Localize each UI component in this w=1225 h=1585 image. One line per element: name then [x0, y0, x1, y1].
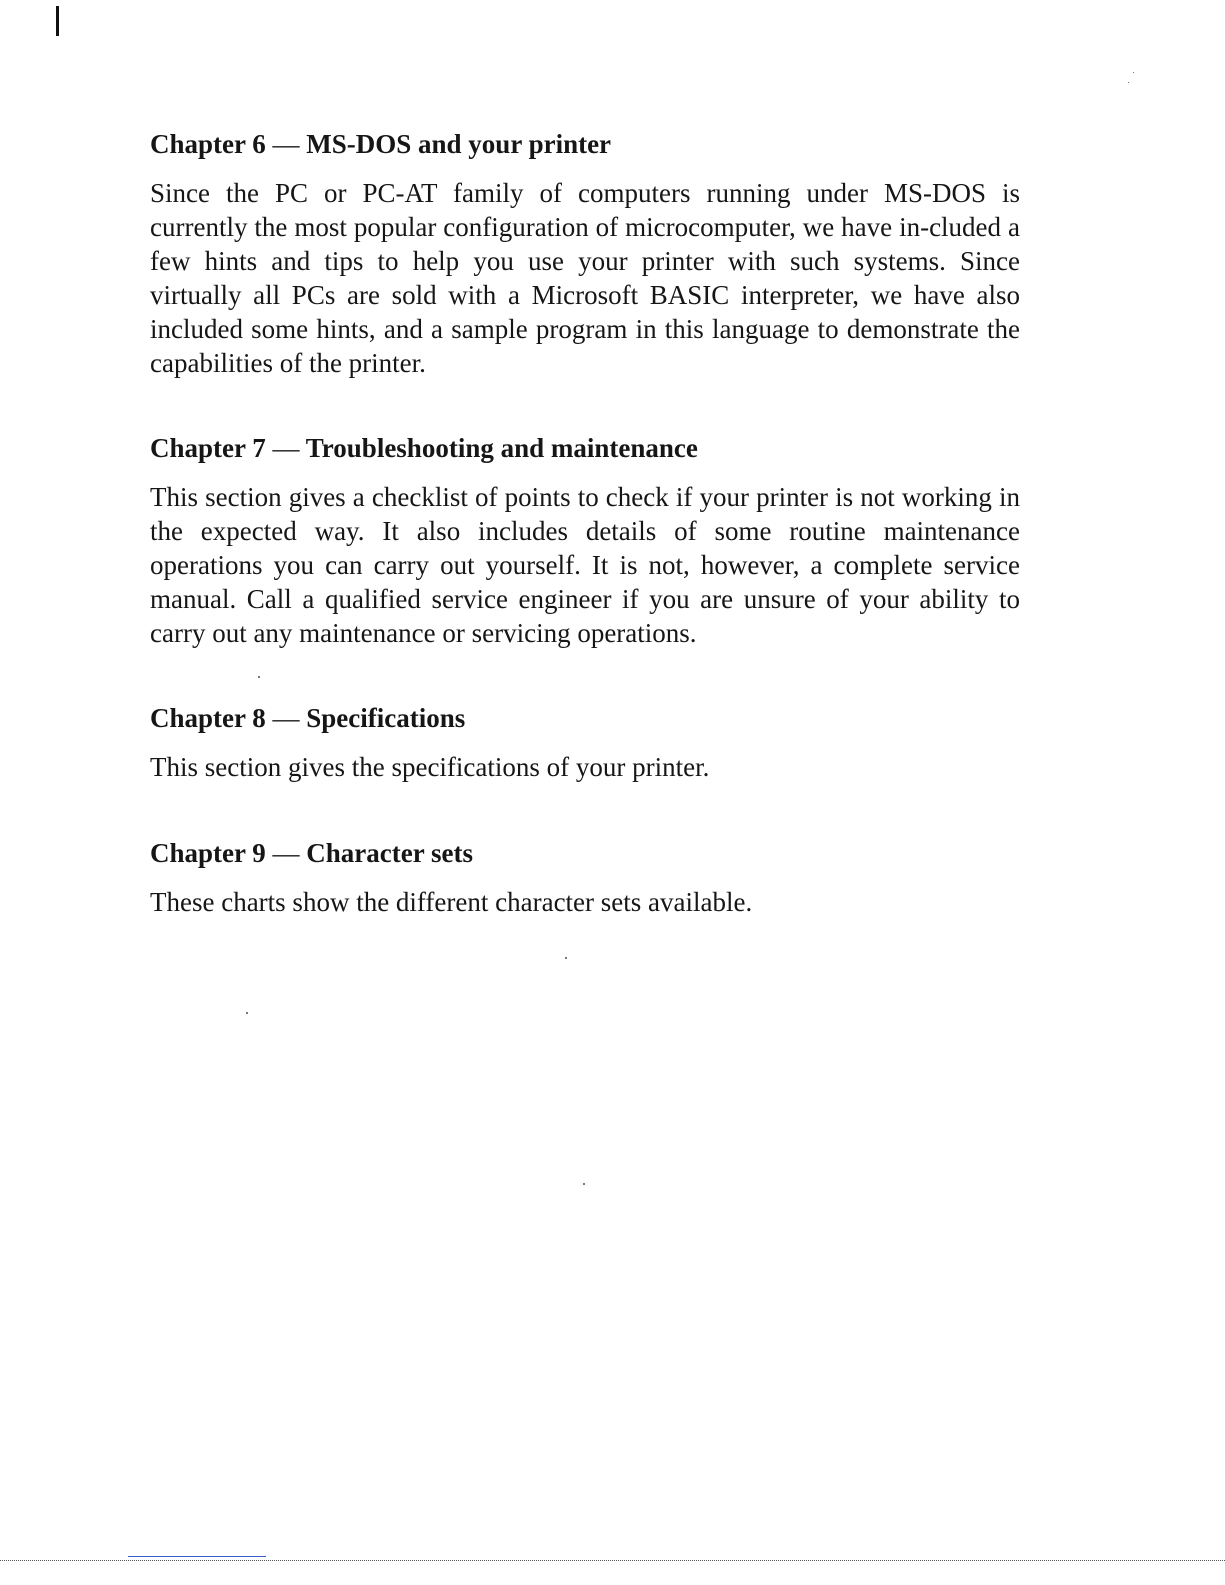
chapter-separator: —: [272, 838, 300, 868]
chapter-title: Character sets: [306, 838, 473, 868]
scan-speck: [246, 1012, 248, 1014]
chapter-heading: [150, 430, 1020, 466]
scan-speck: [258, 676, 260, 678]
chapter-separator: —: [272, 703, 300, 733]
chapter-body: This section gives the specifications of your printer.: [150, 752, 710, 782]
chapter-title: MS-DOS and your printer: [306, 129, 612, 159]
chapter-body: These charts show the different character sets available.: [150, 887, 753, 917]
chapter-number: Chapter 7: [150, 433, 266, 463]
chapter-6-section: [150, 126, 1020, 380]
chapter-number: Chapter 9: [150, 838, 266, 868]
scan-speck: [1128, 82, 1129, 83]
binding-mark: [56, 6, 59, 36]
chapter-9-section: [150, 835, 1020, 919]
footer-underline: [128, 1556, 266, 1557]
chapter-7-section: [150, 430, 1020, 650]
chapter-8-section: [150, 700, 1020, 784]
scan-speck: [565, 957, 567, 959]
scan-speck: [1133, 72, 1134, 73]
chapter-separator: —: [272, 433, 300, 463]
chapter-title: Specifications: [306, 703, 466, 733]
chapter-body: This section gives a checklist of points to check if your printer is not working in the expected way. It also includes details of some routine maintenance operations you can carry out yourself. It is not, however, a complete service manual. Call a qualified service engineer if you are unsure of your ability to carry out any maintenance or servicing operations.: [150, 482, 1020, 648]
chapter-heading: [150, 835, 1020, 871]
scan-speck: [583, 1183, 585, 1185]
chapter-separator: —: [272, 129, 300, 159]
chapter-body: Since the PC or PC-AT family of computers running under MS-DOS is currently the most popular configuration of microcomputer, we have in-cluded a few hints and tips to help you use your printer with such systems. Since virtually all PCs are sold with a Microsoft BASIC interpreter, we have also included some hints, and a sample program in this language to demonstrate the capabilities of the printer.: [150, 178, 1020, 378]
footer-rule: [0, 1560, 1225, 1561]
chapter-number: Chapter 8: [150, 703, 266, 733]
chapter-title: Troubleshooting and maintenance: [305, 433, 698, 463]
chapter-heading: [150, 700, 1020, 736]
chapter-number: Chapter 6: [150, 129, 266, 159]
chapter-heading: [150, 126, 1020, 162]
